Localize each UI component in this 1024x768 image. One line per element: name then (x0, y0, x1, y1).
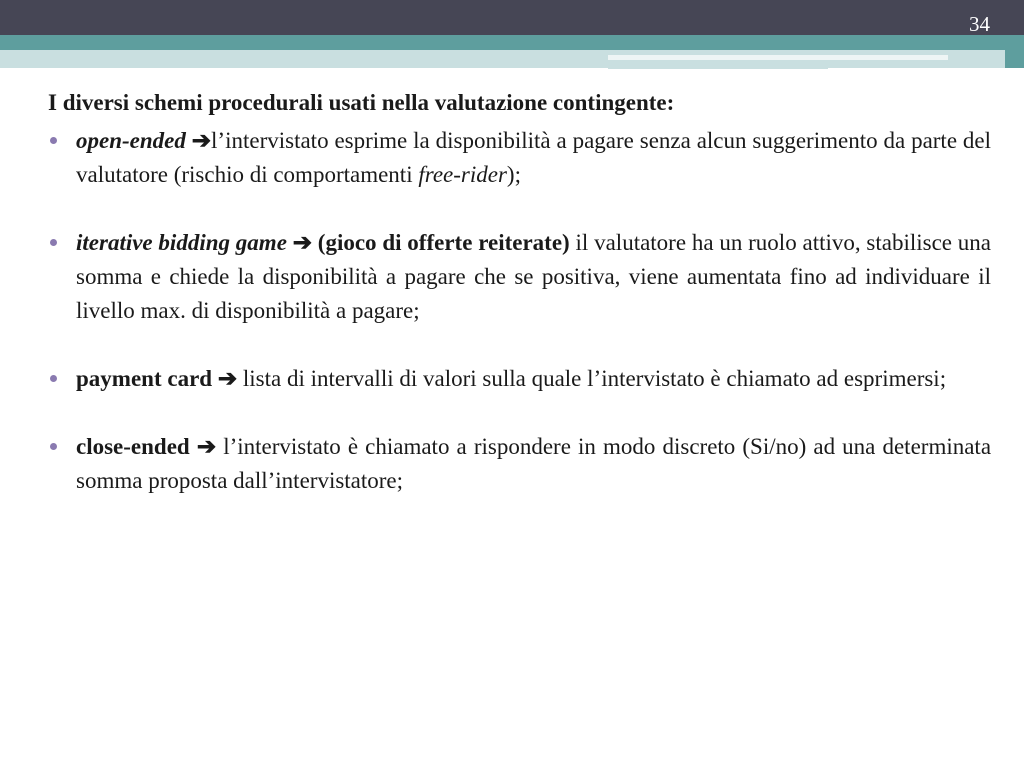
list-item (48, 430, 991, 498)
list-item (48, 226, 991, 328)
slide-content (48, 86, 991, 532)
arrow-icon: ➔ (196, 434, 217, 459)
arrow-icon: ➔ (292, 230, 312, 255)
bullet-list (48, 124, 991, 498)
item-term: open-ended (76, 128, 186, 153)
header-bar-dark (0, 0, 1024, 35)
header-bar-teal (0, 35, 1024, 50)
page-number: 34 (969, 12, 990, 36)
list-item (48, 362, 991, 396)
item-italic-text: free-rider (418, 162, 507, 187)
arrow-icon: ➔ (217, 366, 238, 391)
bullet-icon (50, 239, 57, 246)
item-text: il valutatore ha un ruolo attivo, stabilisce una somma e chiede la disponibilità a pagare che se positiva, viene aumentata fino ad individuare il livello max. di disponibilità a pagare; (76, 230, 992, 323)
item-text: l’intervistato esprime la disponibilità a pagare senza alcun suggerimento da parte del valutatore (rischio di comportamenti (76, 128, 992, 187)
bullet-icon (50, 137, 57, 144)
header-bar-corner (1005, 35, 1024, 68)
bullet-icon (50, 375, 57, 382)
bullet-icon (50, 443, 57, 450)
item-text: lista di intervalli di valori sulla quale l’intervistato è chiamato ad esprimersi; (242, 366, 947, 391)
header-decor-line (608, 66, 828, 69)
header-decor-line (608, 55, 948, 60)
item-parenthetical: (gioco di offerte reiterate) (317, 230, 570, 255)
item-term: iterative bidding game (76, 230, 287, 255)
list-item (48, 124, 991, 192)
item-text: l’intervistato è chiamato a rispondere in modo discreto (Si/no) ad una determinata somma proposta dall’intervistatore; (76, 434, 992, 493)
slide-heading: I diversi schemi procedurali usati nella valutazione contingente: (48, 90, 675, 115)
item-term: close-ended (76, 434, 190, 459)
item-text-end: ); (506, 162, 521, 187)
arrow-icon: ➔ (191, 128, 212, 153)
item-term: payment card (76, 366, 213, 391)
